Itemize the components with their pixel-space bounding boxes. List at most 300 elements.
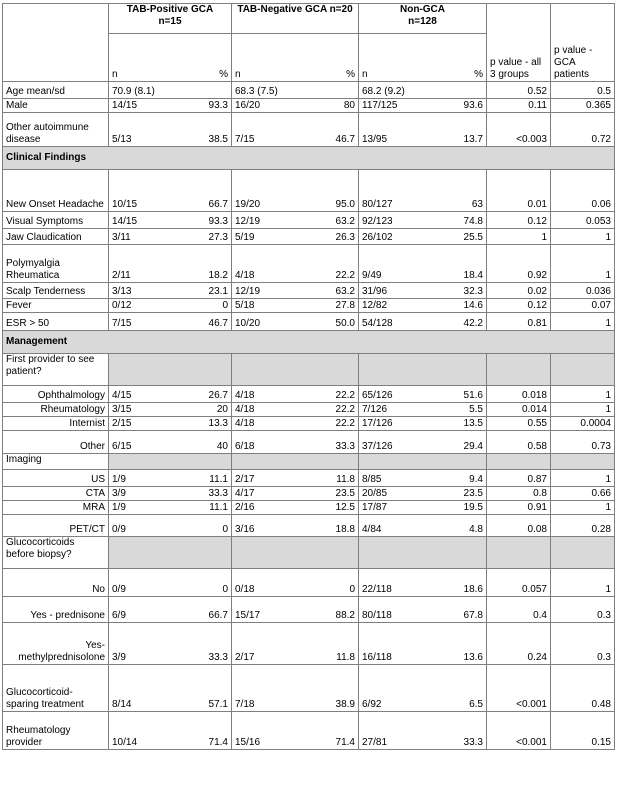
p-all-cell: 0.01 [487, 170, 551, 212]
percent-value: 67.8 [463, 610, 483, 621]
p-gca-cell: 0.73 [551, 431, 615, 454]
percent-value: 63 [471, 199, 483, 210]
count-value: 3/15 [112, 404, 132, 415]
p-gca-cell: 0.07 [551, 299, 615, 313]
count-value: 2/16 [235, 502, 255, 513]
count-value: 68.3 (7.5) [235, 86, 278, 97]
percent-value: 0 [349, 584, 355, 595]
group-c-cell [359, 597, 487, 623]
table-row [3, 597, 615, 623]
percent-value: 57.1 [208, 699, 228, 710]
percent-value: 0 [222, 524, 228, 535]
group-b-title: TAB-Negative GCA n=20 [237, 4, 353, 15]
row-label: Jaw Claudication [3, 229, 109, 245]
group-c-cell [359, 82, 487, 99]
group-c-cell [359, 170, 487, 212]
table-row [3, 212, 615, 229]
p-all-header-top [487, 4, 551, 34]
percent-value: 42.2 [463, 318, 483, 329]
count-value: 4/18 [235, 270, 255, 281]
group-a-cell [109, 487, 232, 501]
table-row [3, 82, 615, 99]
management-section-header [3, 331, 615, 354]
group-b-cell [232, 665, 359, 712]
count-value: 3/9 [112, 488, 126, 499]
group-b-cell [232, 212, 359, 229]
count-value: 4/17 [235, 488, 255, 499]
imaging-section [3, 470, 615, 537]
count-value: 70.9 (8.1) [112, 86, 155, 97]
count-value: 22/118 [362, 584, 392, 595]
clinical-section [3, 170, 615, 331]
p-all-cell: <0.003 [487, 113, 551, 147]
table-row [3, 712, 615, 750]
row-label: Other [3, 431, 109, 454]
row-label: PET/CT [3, 515, 109, 537]
group-a-cell [109, 431, 232, 454]
group-b-cell [232, 283, 359, 299]
group-b-cell [232, 99, 359, 113]
p-all-cell: 0.12 [487, 212, 551, 229]
provider-title: First provider to see patient? [3, 354, 109, 386]
group-a-cell [109, 515, 232, 537]
row-label: No [3, 569, 109, 597]
header-row [3, 4, 615, 34]
count-value: 20/85 [362, 488, 388, 499]
p-gca-cell: 0.3 [551, 623, 615, 665]
p-all-cell: 0.057 [487, 569, 551, 597]
group-b-cell [232, 82, 359, 99]
p-all-cell: 0.8 [487, 487, 551, 501]
count-value: 0/12 [112, 300, 132, 311]
count-value: 8/14 [112, 699, 132, 710]
p-gca-cell: 0.3 [551, 597, 615, 623]
group-b-cell [232, 245, 359, 283]
group-a-cell [109, 170, 232, 212]
group-a-cols [109, 34, 232, 82]
pct-label: % [474, 69, 483, 80]
percent-value: 5.5 [469, 404, 483, 415]
count-value: 4/18 [235, 418, 255, 429]
table-row [3, 299, 615, 313]
group-a-cell [109, 403, 232, 417]
percent-value: 22.2 [335, 270, 355, 281]
group-a-cell [109, 665, 232, 712]
table-row [3, 623, 615, 665]
count-value: 5/18 [235, 300, 255, 311]
group-b-cell [232, 113, 359, 147]
percent-value: 93.3 [208, 216, 228, 227]
table-row [3, 665, 615, 712]
count-value: 0/18 [235, 584, 255, 595]
group-a-cell [109, 113, 232, 147]
row-label: Ophthalmology [3, 386, 109, 403]
group-c-cell [359, 470, 487, 487]
final-section [3, 665, 615, 750]
group-c-title: Non-GCA [400, 4, 445, 15]
row-label: Rheumatology provider [3, 712, 109, 750]
p-gca-cell: 0.365 [551, 99, 615, 113]
clinical-title: Clinical Findings [3, 147, 615, 170]
table-row [3, 403, 615, 417]
group-b-cell [232, 299, 359, 313]
group-a-cell [109, 712, 232, 750]
count-value: 16/118 [362, 652, 392, 663]
row-label: Yes- methylprednisolone [3, 623, 109, 665]
row-label: ESR > 50 [3, 313, 109, 331]
group-c-header [359, 4, 487, 34]
percent-value: 18.2 [208, 270, 228, 281]
row-label: New Onset Headache [3, 170, 109, 212]
group-a-cell [109, 417, 232, 431]
percent-value: 71.4 [335, 737, 355, 748]
percent-value: 0 [222, 584, 228, 595]
table-row [3, 501, 615, 515]
count-value: 117/125 [362, 100, 398, 111]
count-value: 3/11 [112, 232, 131, 243]
group-b-cell [232, 515, 359, 537]
table-row [3, 245, 615, 283]
percent-value: 40 [216, 441, 228, 452]
count-value: 12/19 [235, 216, 261, 227]
percent-value: 29.4 [463, 441, 483, 452]
count-value: 0/9 [112, 524, 126, 535]
group-b-cell [232, 501, 359, 515]
group-b-cell [232, 712, 359, 750]
p-gca-cell: 0.06 [551, 170, 615, 212]
count-value: 3/16 [235, 524, 255, 535]
count-value: 3/9 [112, 652, 126, 663]
percent-value: 18.6 [463, 584, 483, 595]
row-label: Glucocorticoid- sparing treatment [3, 665, 109, 712]
row-label: US [3, 470, 109, 487]
p-all-cell: 0.58 [487, 431, 551, 454]
percent-value: 23.5 [335, 488, 355, 499]
p-all-cell: 1 [487, 229, 551, 245]
row-label: Other autoimmune disease [3, 113, 109, 147]
group-c-cell [359, 283, 487, 299]
row-label: Scalp Tenderness [3, 283, 109, 299]
n-label: n [235, 69, 241, 80]
percent-value: 88.2 [335, 610, 355, 621]
p-gca-cell: 1 [551, 313, 615, 331]
results-table [2, 3, 615, 750]
group-b-cell [232, 386, 359, 403]
group-a-cell [109, 229, 232, 245]
count-value: 6/15 [112, 441, 132, 452]
demographics-section [3, 82, 615, 147]
group-a-header [109, 4, 232, 34]
group-b-cell [232, 470, 359, 487]
table-row [3, 417, 615, 431]
p-all-cell: <0.001 [487, 665, 551, 712]
count-value: 4/15 [112, 390, 132, 401]
count-value: 80/118 [362, 610, 392, 621]
count-value: 6/18 [235, 441, 255, 452]
group-b-header [232, 4, 359, 34]
table-row [3, 386, 615, 403]
count-value: 0/9 [112, 584, 126, 595]
count-value: 14/15 [112, 100, 138, 111]
table-row [3, 431, 615, 454]
count-value: 16/20 [235, 100, 261, 111]
percent-value: 18.8 [335, 524, 355, 535]
percent-value: 22.2 [335, 418, 355, 429]
p-gca-cell: 1 [551, 501, 615, 515]
group-c-cell [359, 386, 487, 403]
p-all-cell: 0.52 [487, 82, 551, 99]
p-all-cell: 0.92 [487, 245, 551, 283]
percent-value: 23.1 [208, 286, 228, 297]
count-value: 68.2 (9.2) [362, 86, 405, 97]
p-all-cell: 0.08 [487, 515, 551, 537]
p-gca-header: p value - GCA patients [551, 34, 615, 82]
group-b-cell [232, 229, 359, 245]
group-c-cell [359, 569, 487, 597]
group-a-cell [109, 212, 232, 229]
group-c-cell [359, 245, 487, 283]
glucocorticoid-section [3, 569, 615, 665]
count-value: 5/19 [235, 232, 255, 243]
percent-value: 11.8 [336, 474, 355, 485]
p-gca-cell: 1 [551, 470, 615, 487]
p-gca-cell: 0.48 [551, 665, 615, 712]
p-gca-cell: 0.28 [551, 515, 615, 537]
percent-value: 26.3 [335, 232, 355, 243]
percent-value: 25.5 [463, 232, 483, 243]
percent-value: 0 [222, 300, 228, 311]
percent-value: 27.8 [335, 300, 355, 311]
table-row [3, 569, 615, 597]
group-a-cell [109, 470, 232, 487]
p-gca-cell: 0.0004 [551, 417, 615, 431]
percent-value: 13.7 [463, 134, 483, 145]
group-c-cell [359, 417, 487, 431]
group-a-title: TAB-Positive GCA [126, 4, 214, 15]
percent-value: 11.1 [209, 502, 228, 513]
percent-value: 33.3 [208, 652, 228, 663]
p-gca-cell: 0.036 [551, 283, 615, 299]
group-c-cell [359, 313, 487, 331]
p-all-cell: 0.91 [487, 501, 551, 515]
percent-value: 19.5 [463, 502, 483, 513]
percent-value: 95.0 [335, 199, 355, 210]
percent-value: 71.4 [208, 737, 228, 748]
group-a-cell [109, 501, 232, 515]
row-label: Yes - prednisone [3, 597, 109, 623]
count-value: 7/18 [235, 699, 255, 710]
count-value: 31/96 [362, 286, 388, 297]
count-value: 65/126 [362, 390, 393, 401]
percent-value: 38.5 [208, 134, 228, 145]
p-all-cell: 0.55 [487, 417, 551, 431]
p-all-cell: 0.02 [487, 283, 551, 299]
count-value: 6/9 [112, 610, 126, 621]
group-a-cell [109, 299, 232, 313]
row-label: Male [3, 99, 109, 113]
percent-value: 80 [343, 100, 355, 111]
group-c-cell [359, 623, 487, 665]
p-gca-cell: 1 [551, 386, 615, 403]
p-gca-cell: 0.5 [551, 82, 615, 99]
percent-value: 20 [216, 404, 228, 415]
group-b-cell [232, 417, 359, 431]
row-label: Internist [3, 417, 109, 431]
row-label: Polymyalgia Rheumatica [3, 245, 109, 283]
percent-value: 4.8 [469, 524, 483, 535]
count-value: 4/18 [235, 404, 255, 415]
count-value: 92/123 [362, 216, 393, 227]
count-value: 15/16 [235, 737, 261, 748]
group-a-cell [109, 386, 232, 403]
count-value: 3/13 [112, 286, 132, 297]
p-gca-cell: 0.053 [551, 212, 615, 229]
percent-value: 13.3 [208, 418, 228, 429]
group-c-cell [359, 99, 487, 113]
group-c-subtitle: n=128 [408, 16, 437, 27]
group-a-cell [109, 597, 232, 623]
p-gca-cell: 1 [551, 229, 615, 245]
percent-value: 26.7 [208, 390, 228, 401]
percent-value: 12.5 [335, 502, 355, 513]
percent-value: 50.0 [335, 318, 355, 329]
count-value: 1/9 [112, 502, 126, 513]
row-label: Rheumatology [3, 403, 109, 417]
management-title: Management [3, 331, 615, 354]
percent-value: 27.3 [208, 232, 228, 243]
count-value: 10/20 [235, 318, 261, 329]
count-value: 10/15 [112, 199, 138, 210]
percent-value: 13.5 [463, 418, 483, 429]
percent-value: 13.6 [463, 652, 483, 663]
count-value: 4/18 [235, 390, 255, 401]
percent-value: 46.7 [208, 318, 228, 329]
group-a-cell [109, 313, 232, 331]
group-c-cols [359, 34, 487, 82]
group-a-cell [109, 82, 232, 99]
group-c-cell [359, 487, 487, 501]
glucocorticoid-title: Glucocorticoids before biopsy? [3, 537, 109, 569]
group-a-cell [109, 569, 232, 597]
table-row [3, 313, 615, 331]
group-c-cell [359, 229, 487, 245]
count-value: 12/82 [362, 300, 388, 311]
count-value: 2/15 [112, 418, 132, 429]
group-a-cell [109, 283, 232, 299]
percent-value: 66.7 [208, 610, 228, 621]
count-value: 12/19 [235, 286, 261, 297]
count-value: 7/126 [362, 404, 388, 415]
count-value: 2/17 [235, 652, 255, 663]
percent-value: 33.3 [463, 737, 483, 748]
count-value: 6/92 [362, 699, 382, 710]
group-c-cell [359, 403, 487, 417]
provider-subheader [3, 354, 615, 386]
p-all-cell: 0.018 [487, 386, 551, 403]
percent-value: 32.3 [463, 286, 483, 297]
count-value: 4/84 [362, 524, 382, 535]
percent-value: 23.5 [463, 488, 483, 499]
percent-value: 63.2 [335, 216, 355, 227]
row-label: MRA [3, 501, 109, 515]
group-c-cell [359, 212, 487, 229]
group-b-cell [232, 623, 359, 665]
group-a-subtitle: n=15 [158, 16, 182, 27]
percent-value: 11.1 [209, 474, 228, 485]
count-value: 14/15 [112, 216, 138, 227]
group-c-cell [359, 712, 487, 750]
table-row [3, 470, 615, 487]
group-c-cell [359, 501, 487, 515]
percent-value: 51.6 [463, 390, 483, 401]
group-c-cell [359, 113, 487, 147]
count-value: 27/81 [362, 737, 388, 748]
table-row [3, 170, 615, 212]
group-b-cols [232, 34, 359, 82]
group-b-cell [232, 170, 359, 212]
table-row [3, 113, 615, 147]
percent-value: 22.2 [335, 404, 355, 415]
count-value: 17/126 [362, 418, 393, 429]
group-b-cell [232, 403, 359, 417]
count-value: 37/126 [362, 441, 393, 452]
p-all-cell: <0.001 [487, 712, 551, 750]
table-row [3, 229, 615, 245]
p-all-header: p value - all 3 groups [487, 34, 551, 82]
count-value: 10/14 [112, 737, 138, 748]
percent-value: 33.3 [335, 441, 355, 452]
count-value: 5/13 [112, 134, 132, 145]
p-gca-cell: 1 [551, 569, 615, 597]
n-label: n [362, 69, 368, 80]
count-value: 15/17 [235, 610, 261, 621]
group-b-cell [232, 431, 359, 454]
p-all-cell: 0.4 [487, 597, 551, 623]
pct-label: % [346, 69, 355, 80]
group-a-cell [109, 245, 232, 283]
group-b-cell [232, 313, 359, 331]
percent-value: 74.8 [463, 216, 483, 227]
percent-value: 66.7 [208, 199, 228, 210]
p-gca-cell: 0.15 [551, 712, 615, 750]
percent-value: 93.3 [208, 100, 228, 111]
imaging-title: Imaging [3, 454, 109, 470]
p-all-cell: 0.12 [487, 299, 551, 313]
group-a-cell [109, 623, 232, 665]
group-c-cell [359, 515, 487, 537]
group-c-cell [359, 665, 487, 712]
count-value: 1/9 [112, 474, 126, 485]
group-c-cell [359, 299, 487, 313]
percent-value: 22.2 [335, 390, 355, 401]
table-row [3, 515, 615, 537]
p-gca-cell: 1 [551, 245, 615, 283]
glucocorticoid-subheader [3, 537, 615, 569]
percent-value: 18.4 [463, 270, 483, 281]
percent-value: 33.3 [208, 488, 228, 499]
count-value: 9/49 [362, 270, 382, 281]
percent-value: 11.8 [336, 652, 355, 663]
group-b-cell [232, 569, 359, 597]
percent-value: 14.6 [463, 300, 483, 311]
p-all-cell: 0.014 [487, 403, 551, 417]
row-label: Age mean/sd [3, 82, 109, 99]
p-all-cell: 0.11 [487, 99, 551, 113]
row-label: CTA [3, 487, 109, 501]
count-value: 2/17 [235, 474, 255, 485]
row-label: Visual Symptoms [3, 212, 109, 229]
p-gca-header-top [551, 4, 615, 34]
